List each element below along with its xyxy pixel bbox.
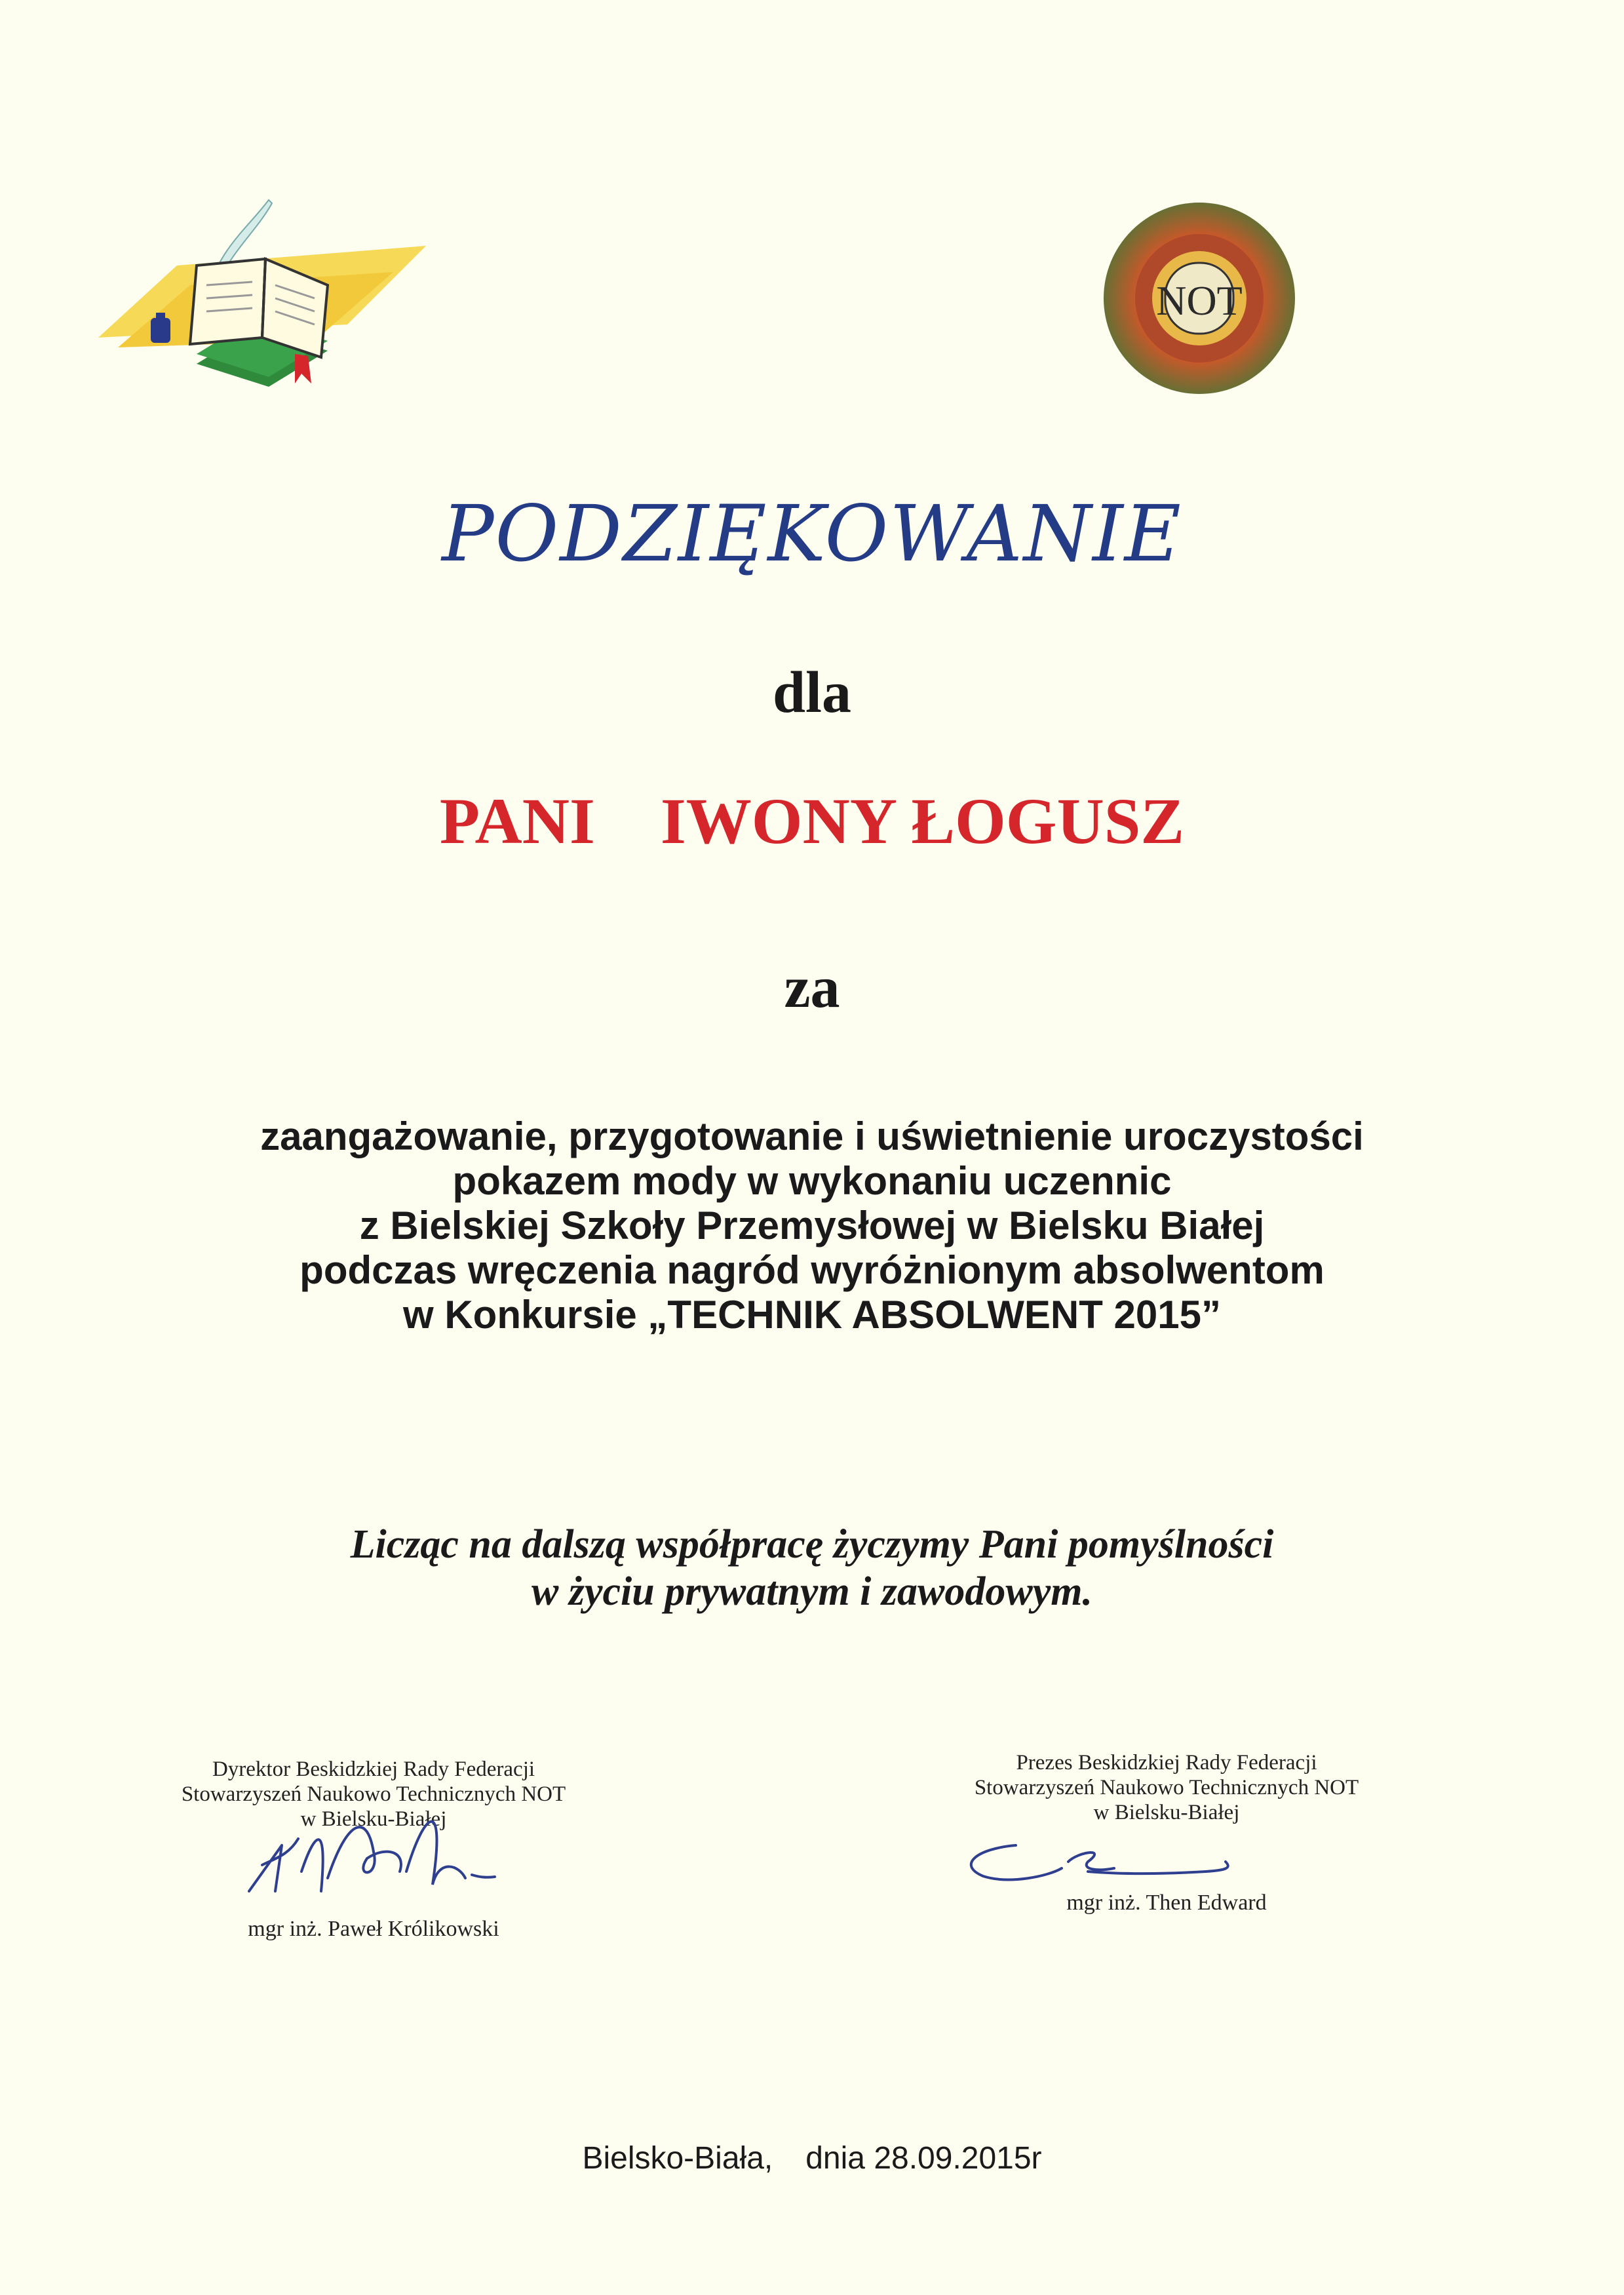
reason-line: w Konkursie „TECHNIK ABSOLWENT 2015” [403, 1293, 1221, 1337]
handwritten-signature-right [957, 1835, 1258, 1894]
handwritten-signature-left [236, 1793, 518, 1898]
za-label: za [784, 955, 840, 1020]
signatory-name: mgr inż. Then Edward [1066, 1891, 1267, 1915]
wishes-text [0, 1521, 1624, 1615]
recipient-title: PANI [439, 785, 595, 857]
signature-role-line: Stowarzyszeń Naukowo Technicznych NOT [974, 1776, 1359, 1799]
recipient-name [0, 783, 1624, 859]
reason-line: zaangażowanie, przygotowanie i uświetnienie uroczystości [260, 1114, 1364, 1158]
not-emblem-logo-icon [1101, 200, 1298, 397]
place-date-footer [0, 2140, 1624, 2176]
not-logo-text: NOT [1156, 277, 1243, 324]
reason-line: pokazem mody w wykonaniu uczennic [452, 1159, 1172, 1203]
reason-line: podczas wręczenia nagród wyróżnionym absolwentom [300, 1248, 1324, 1292]
wishes-line: w życiu prywatnym i zawodowym. [532, 1569, 1092, 1614]
dla-label: dla [772, 660, 852, 725]
signature-role-line: Prezes Beskidzkiej Rady Federacji [1016, 1751, 1317, 1775]
signature-role-line: Dyrektor Beskidzkiej Rady Federacji [212, 1757, 535, 1781]
place-text: Bielsko-Biała, [582, 2141, 773, 2176]
signature-role-line: w Bielsku-Białej [300, 1807, 447, 1831]
signature-role-line: Stowarzyszeń Naukowo Technicznych NOT [181, 1782, 566, 1806]
book-quill-logo-icon [98, 187, 426, 397]
wishes-line: Licząc na dalszą współpracę życzymy Pani pomyślności [350, 1522, 1274, 1567]
date-text: dnia 28.09.2015r [805, 2141, 1042, 2176]
recipient-fullname: IWONY ŁOGUSZ [660, 785, 1185, 857]
reason-line: z Bielskiej Szkoły Przemysłowej w Bielsku Białej [359, 1204, 1265, 1247]
document-title: PODZIĘKOWANIE [442, 488, 1182, 579]
signature-role-line: w Bielsku-Białej [1093, 1801, 1240, 1824]
reason-text [131, 1114, 1493, 1337]
signatory-name: mgr inż. Paweł Królikowski [248, 1917, 499, 1941]
